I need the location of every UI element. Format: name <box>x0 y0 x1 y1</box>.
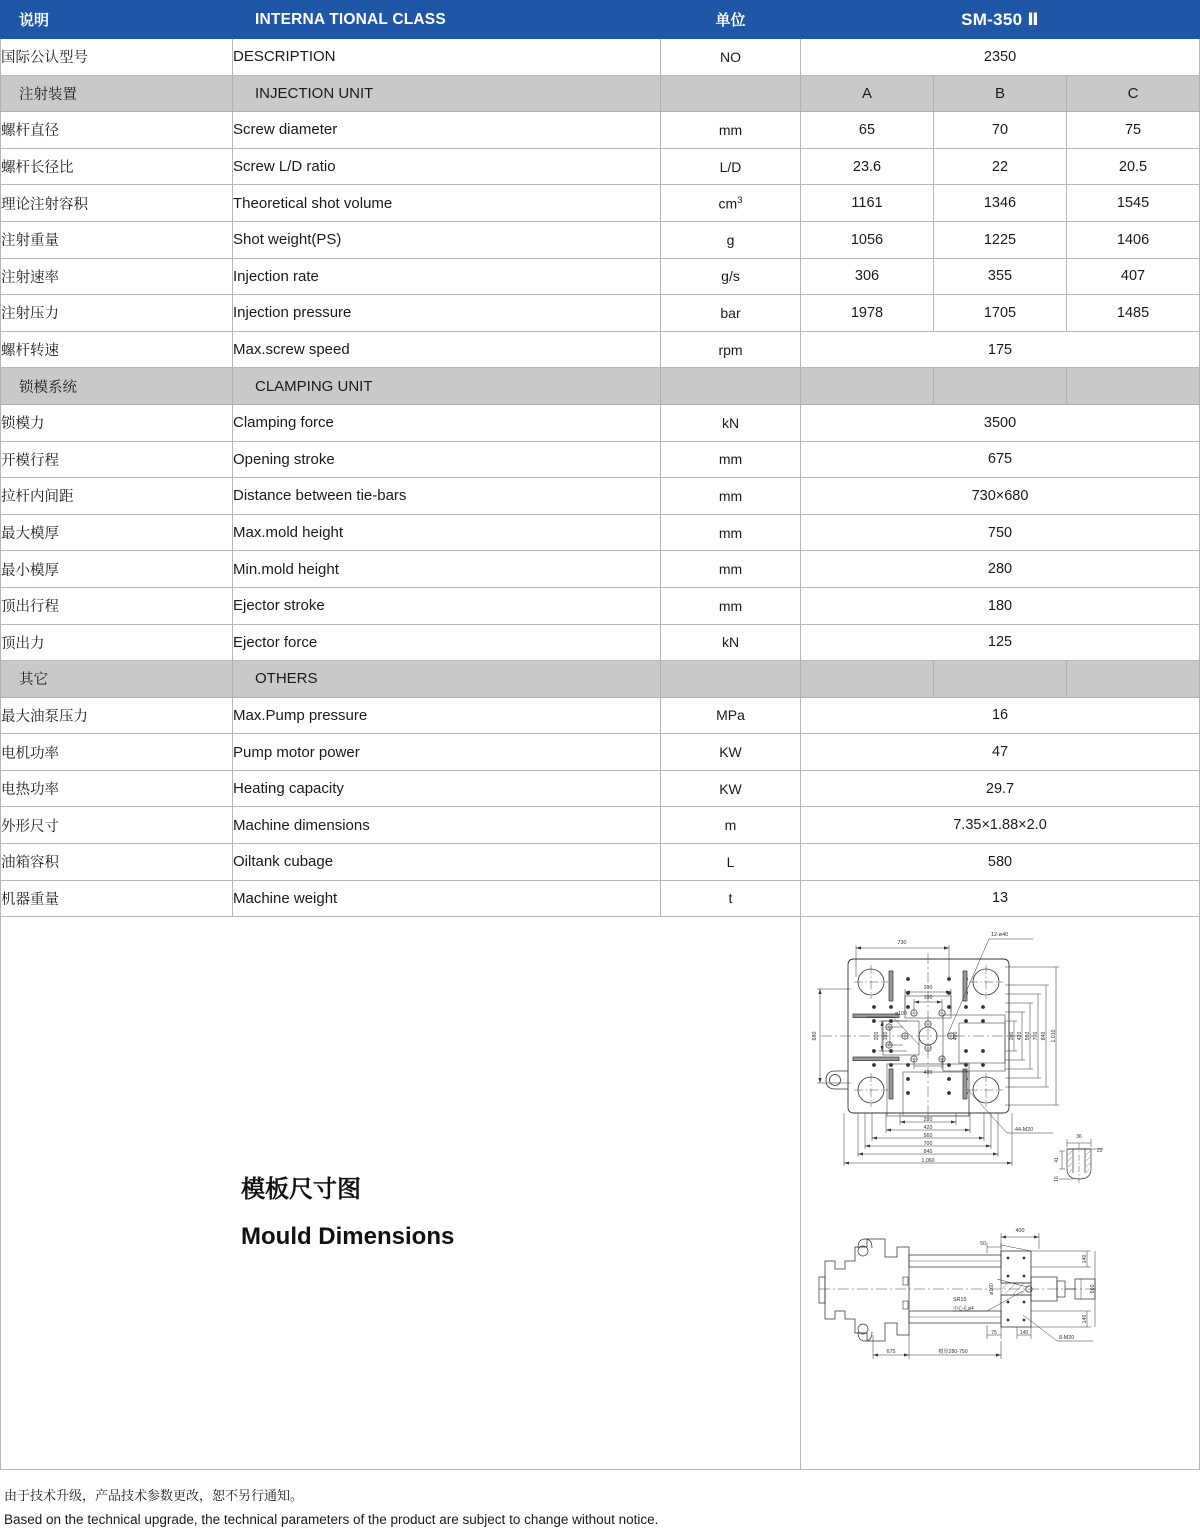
spec-label-en: Injection pressure <box>233 295 661 332</box>
svg-text:200: 200 <box>874 1031 880 1041</box>
spec-label-en: Max.screw speed <box>233 331 661 368</box>
spec-value: 730×680 <box>801 478 1200 515</box>
spec-row <box>1 185 1200 222</box>
spec-label-cn: 机器重量 <box>1 880 233 917</box>
spec-value-A: 1161 <box>801 185 934 222</box>
header-en: INTERNA TIONAL CLASS <box>233 1 661 39</box>
spec-label-en: Ejector force <box>233 624 661 661</box>
mould-title-en: Mould Dimensions <box>241 1223 455 1251</box>
spec-value-C: 20.5 <box>1067 148 1200 185</box>
section-col-1 <box>801 368 934 405</box>
section-header-row <box>1 75 1200 112</box>
spec-unit: rpm <box>661 331 801 368</box>
dim-platen-top: 730 <box>897 940 907 947</box>
svg-text:280: 280 <box>1009 1031 1015 1041</box>
section-col-3: C <box>1067 75 1200 112</box>
svg-text:16: 16 <box>1054 1176 1060 1183</box>
svg-text:420: 420 <box>923 1125 933 1132</box>
model-row-en: DESCRIPTION <box>233 39 661 76</box>
spec-label-en: Screw diameter <box>233 112 661 149</box>
dim-sideview-top: 400 <box>1015 1228 1025 1235</box>
callout-12-holes: 12-ø40 <box>991 932 1009 939</box>
section-cn: 其它 <box>1 661 233 698</box>
spec-row <box>1 770 1200 807</box>
model-row <box>1 39 1200 76</box>
svg-text:700: 700 <box>923 1141 933 1148</box>
spec-label-en: Heating capacity <box>233 770 661 807</box>
spec-label-cn: 拉杆内间距 <box>1 478 233 515</box>
spec-row <box>1 404 1200 441</box>
spec-value: 13 <box>801 880 1200 917</box>
spec-unit: g/s <box>661 258 801 295</box>
spec-value: 280 <box>801 551 1200 588</box>
spec-row <box>1 514 1200 551</box>
section-col-1: A <box>801 75 934 112</box>
spec-unit: mm <box>661 551 801 588</box>
technical-drawings <box>801 917 1200 1470</box>
section-col-2: B <box>934 75 1067 112</box>
spec-value: 125 <box>801 624 1200 661</box>
table-header-row <box>1 1 1200 39</box>
spec-label-cn: 顶出力 <box>1 624 233 661</box>
spec-row <box>1 112 1200 149</box>
section-col-3 <box>1067 368 1200 405</box>
spec-unit: L <box>661 844 801 881</box>
svg-text:140: 140 <box>1082 1314 1088 1324</box>
spec-unit: mm <box>661 514 801 551</box>
spec-value-C: 1406 <box>1067 221 1200 258</box>
machine-side-view <box>819 1228 1097 1359</box>
spec-label-cn: 注射重量 <box>1 221 233 258</box>
spec-row <box>1 880 1200 917</box>
spec-value-A: 23.6 <box>801 148 934 185</box>
spec-label-cn: 油箱容积 <box>1 844 233 881</box>
callout-44-m20: 44-M20 <box>1015 1127 1034 1134</box>
spec-label-en: Machine dimensions <box>233 807 661 844</box>
spec-row <box>1 295 1200 332</box>
spec-label-cn: 电机功率 <box>1 734 233 771</box>
model-row-cn: 国际公认型号 <box>1 39 233 76</box>
spec-unit: KW <box>661 770 801 807</box>
mould-dimensions-panel <box>0 917 1200 1470</box>
spec-label-en: Max.mold height <box>233 514 661 551</box>
spec-row <box>1 697 1200 734</box>
spec-row <box>1 551 1200 588</box>
svg-text:200: 200 <box>923 985 933 992</box>
spec-row <box>1 441 1200 478</box>
svg-text:140: 140 <box>1019 1330 1029 1337</box>
spec-label-cn: 螺杆直径 <box>1 112 233 149</box>
section-en: OTHERS <box>233 661 661 698</box>
svg-text:840: 840 <box>1041 1031 1047 1041</box>
svg-text:22: 22 <box>1097 1148 1103 1155</box>
label-bore-160: ø160 <box>989 1283 995 1295</box>
spec-row <box>1 331 1200 368</box>
section-col-2 <box>934 661 1067 698</box>
spec-label-en: Distance between tie-bars <box>233 478 661 515</box>
dim-mold-thickness: 模厚280-750 <box>938 1349 968 1356</box>
spec-label-cn: 最大油泵压力 <box>1 697 233 734</box>
spec-unit: kN <box>661 624 801 661</box>
spec-unit: t <box>661 880 801 917</box>
spec-value-A: 65 <box>801 112 934 149</box>
spec-row <box>1 478 1200 515</box>
section-header-row <box>1 661 1200 698</box>
spec-label-cn: 理论注射容积 <box>1 185 233 222</box>
section-header-row <box>1 368 1200 405</box>
spec-label-en: Opening stroke <box>233 441 661 478</box>
spec-value-C: 1485 <box>1067 295 1200 332</box>
svg-text:1,010: 1,010 <box>1051 1029 1057 1043</box>
spec-label-en: Oiltank cubage <box>233 844 661 881</box>
spec-unit: mm <box>661 112 801 149</box>
spec-label-cn: 注射压力 <box>1 295 233 332</box>
svg-text:560: 560 <box>1090 1284 1096 1294</box>
spec-label-en: Theoretical shot volume <box>233 185 661 222</box>
svg-text:400: 400 <box>923 1070 933 1077</box>
spec-unit: kN <box>661 404 801 441</box>
label-sr15: SR15 <box>953 1297 967 1304</box>
svg-text:36: 36 <box>1076 1134 1082 1141</box>
spec-unit: mm <box>661 478 801 515</box>
spec-label-en: Machine weight <box>233 880 661 917</box>
section-en: CLAMPING UNIT <box>233 368 661 405</box>
spec-row <box>1 587 1200 624</box>
label-center-hole: 中心孔ø4 <box>953 1306 974 1313</box>
section-unit <box>661 75 801 112</box>
spec-label-en: Pump motor power <box>233 734 661 771</box>
spec-value-C: 75 <box>1067 112 1200 149</box>
spec-unit: m <box>661 807 801 844</box>
spec-value: 7.35×1.88×2.0 <box>801 807 1200 844</box>
model-row-unit: NO <box>661 39 801 76</box>
spec-value-A: 1056 <box>801 221 934 258</box>
section-unit <box>661 368 801 405</box>
spec-unit: L/D <box>661 148 801 185</box>
section-col-3 <box>1067 661 1200 698</box>
svg-text:560: 560 <box>1025 1031 1031 1041</box>
spec-label-cn: 电热功率 <box>1 770 233 807</box>
svg-text:280: 280 <box>923 1117 933 1124</box>
spec-value-B: 22 <box>934 148 1067 185</box>
spec-label-en: Shot weight(PS) <box>233 221 661 258</box>
spec-label-en: Ejector stroke <box>233 587 661 624</box>
spec-row <box>1 148 1200 185</box>
spec-value: 29.7 <box>801 770 1200 807</box>
spec-unit: mm <box>661 587 801 624</box>
mould-dimensions-title <box>241 1167 454 1261</box>
spec-value: 3500 <box>801 404 1200 441</box>
section-col-2 <box>934 368 1067 405</box>
spec-row <box>1 221 1200 258</box>
spec-value-B: 1705 <box>934 295 1067 332</box>
model-row-value: 2350 <box>801 39 1200 76</box>
spec-row <box>1 258 1200 295</box>
spec-unit: $cm^3$ <box>661 185 801 222</box>
spec-value-B: 1225 <box>934 221 1067 258</box>
svg-text:140: 140 <box>1082 1254 1088 1264</box>
spec-label-en: Screw L/D ratio <box>233 148 661 185</box>
spec-row <box>1 807 1200 844</box>
spec-label-cn: 螺杆长径比 <box>1 148 233 185</box>
spec-value-B: 1346 <box>934 185 1067 222</box>
svg-text:1,060: 1,060 <box>921 1158 935 1165</box>
spec-value: 180 <box>801 587 1200 624</box>
spec-value-C: 1545 <box>1067 185 1200 222</box>
spec-value-B: 355 <box>934 258 1067 295</box>
platen-top-view <box>812 932 1103 1183</box>
spec-label-cn: 注射速率 <box>1 258 233 295</box>
header-model: SM-350 Ⅱ <box>801 1 1200 39</box>
svg-text:100: 100 <box>883 1031 889 1041</box>
spec-value-A: 1978 <box>801 295 934 332</box>
svg-text:560: 560 <box>923 1133 933 1140</box>
dim-opening-stroke: 675 <box>886 1349 896 1356</box>
spec-value: 675 <box>801 441 1200 478</box>
spec-label-en: Min.mold height <box>233 551 661 588</box>
dim-platen-left: 680 <box>812 1031 818 1041</box>
svg-text:41: 41 <box>1054 1157 1060 1164</box>
spec-value: 580 <box>801 844 1200 881</box>
spec-unit: g <box>661 221 801 258</box>
drawing-svg <box>801 917 1200 1470</box>
footer-notice-cn: 由于技术升级，产品技术参数更改，恕不另行通知。 <box>4 1488 304 1504</box>
spec-label-cn: 锁模力 <box>1 404 233 441</box>
svg-text:50: 50 <box>980 1241 986 1248</box>
spec-value-B: 70 <box>934 112 1067 149</box>
svg-text:840: 840 <box>923 1149 933 1156</box>
spec-unit: KW <box>661 734 801 771</box>
callout-bore: ø100 <box>895 1011 907 1018</box>
svg-text:420: 420 <box>1017 1031 1023 1041</box>
spec-value: 750 <box>801 514 1200 551</box>
svg-text:75: 75 <box>991 1330 997 1337</box>
svg-text:100: 100 <box>923 995 933 1002</box>
spec-unit: MPa <box>661 697 801 734</box>
spec-label-cn: 最大模厚 <box>1 514 233 551</box>
spec-value: 16 <box>801 697 1200 734</box>
spec-value: 47 <box>801 734 1200 771</box>
spec-value-A: 306 <box>801 258 934 295</box>
spec-label-en: Clamping force <box>233 404 661 441</box>
spec-row <box>1 624 1200 661</box>
spec-label-cn: 开模行程 <box>1 441 233 478</box>
section-en: INJECTION UNIT <box>233 75 661 112</box>
header-cn: 说明 <box>1 1 233 39</box>
section-cn: 注射装置 <box>1 75 233 112</box>
spec-unit: bar <box>661 295 801 332</box>
spec-label-en: Max.Pump pressure <box>233 697 661 734</box>
spec-label-cn: 最小模厚 <box>1 551 233 588</box>
section-col-1 <box>801 661 934 698</box>
footer-notice-en: Based on the technical upgrade, the technical parameters of the product are subject to change without notice. <box>4 1512 659 1528</box>
callout-8-m20: 8-M20 <box>1059 1335 1075 1342</box>
spec-unit: mm <box>661 441 801 478</box>
spec-label-en: Injection rate <box>233 258 661 295</box>
svg-text:700: 700 <box>1033 1031 1039 1041</box>
spec-label-cn: 螺杆转速 <box>1 331 233 368</box>
section-unit <box>661 661 801 698</box>
spec-row <box>1 734 1200 771</box>
footer-notice <box>0 1470 1200 1533</box>
mould-title-cn: 模板尺寸图 <box>241 1176 361 1204</box>
svg-text:400: 400 <box>953 1031 959 1041</box>
spec-row <box>1 844 1200 881</box>
spec-value: 175 <box>801 331 1200 368</box>
section-cn: 锁模系统 <box>1 368 233 405</box>
header-unit: 单位 <box>661 1 801 39</box>
spec-value-C: 407 <box>1067 258 1200 295</box>
spec-label-cn: 外形尺寸 <box>1 807 233 844</box>
spec-label-cn: 顶出行程 <box>1 587 233 624</box>
